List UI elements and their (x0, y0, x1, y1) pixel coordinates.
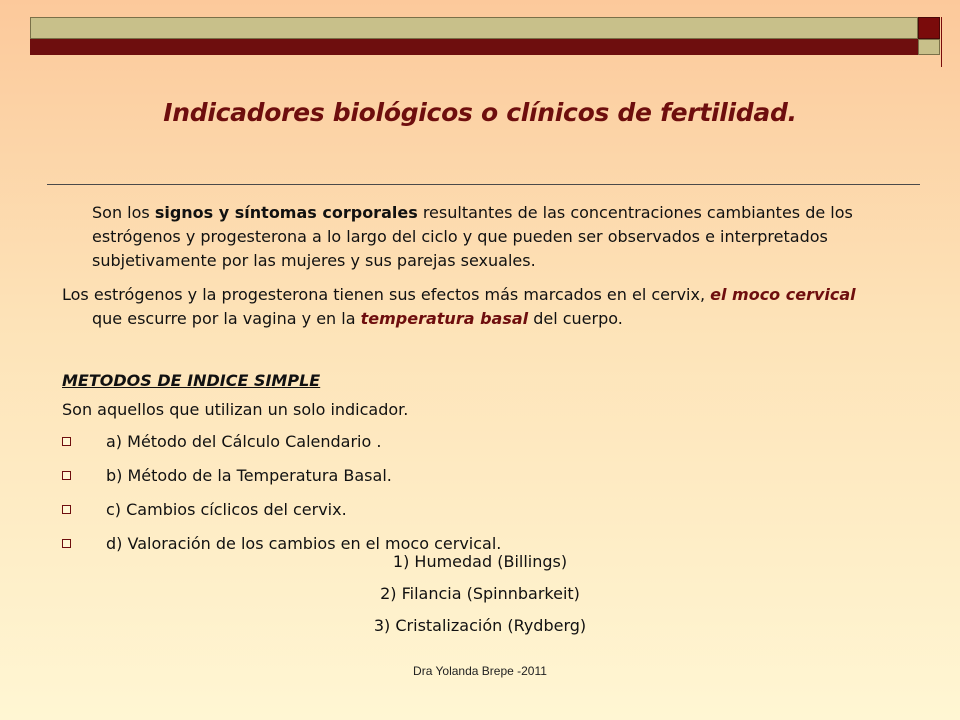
square-bullet-icon (62, 471, 71, 480)
title-divider (47, 184, 920, 185)
methods-list (62, 430, 912, 566)
effects-emphasis-moco: el moco cervical (710, 285, 856, 304)
effects-line2-pre: que escurre por la vagina y en la (92, 309, 361, 328)
definition-line-3: subjetivamente por las mujeres y sus parejas sexuales. (92, 251, 536, 270)
header-bar-olive (30, 17, 918, 39)
list-item-label: c) Cambios cíclicos del cervix. (106, 500, 347, 519)
definition-line-1 (62, 201, 912, 225)
header-bar-maroon (30, 39, 918, 55)
subitem-cristalizacion: 3) Cristalización (Rydberg) (373, 616, 587, 635)
effects-line2-post: del cuerpo. (528, 309, 623, 328)
list-item (62, 464, 912, 498)
subitem-humedad: 1) Humedad (Billings) (392, 552, 568, 571)
subitem-filancia: 2) Filancia (Spinnbarkeit) (380, 584, 580, 603)
list-item-label: b) Método de la Temperatura Basal. (106, 466, 392, 485)
header-square-maroon (918, 17, 940, 39)
effects-line-2 (62, 307, 912, 331)
paragraph-definition (62, 201, 912, 273)
effects-emphasis-temperatura: temperatura basal (360, 309, 529, 328)
list-item (62, 430, 912, 464)
list-item-label: d) Valoración de los cambios en el moco cervical. (106, 534, 502, 553)
list-item (62, 498, 912, 532)
section-heading: METODOS DE INDICE SIMPLE (62, 371, 321, 390)
square-bullet-icon (62, 539, 71, 548)
header-vertical-line (941, 17, 942, 67)
effects-text-pre: Los estrógenos y la progesterona tienen sus efectos más marcados en el cervix, (62, 285, 711, 304)
slide-footer: Dra Yolanda Brepe -2011 (413, 664, 547, 678)
definition-text-post: resultantes de las concentraciones cambiantes de los (417, 203, 853, 222)
header-square-olive (918, 39, 940, 55)
definition-text-pre: Son los (92, 203, 155, 222)
definition-bold: signos y síntomas corporales (154, 203, 418, 222)
definition-line-2: estrógenos y progesterona a lo largo del ciclo y que pueden ser observados e interpretados (92, 227, 828, 246)
list-item-label: a) Método del Cálculo Calendario . (106, 432, 382, 451)
paragraph-effects (62, 283, 912, 331)
square-bullet-icon (62, 437, 71, 446)
square-bullet-icon (62, 505, 71, 514)
slide-title: Indicadores biológicos o clínicos de fertilidad. (163, 98, 797, 127)
section-intro: Son aquellos que utilizan un solo indicador. (62, 400, 409, 419)
